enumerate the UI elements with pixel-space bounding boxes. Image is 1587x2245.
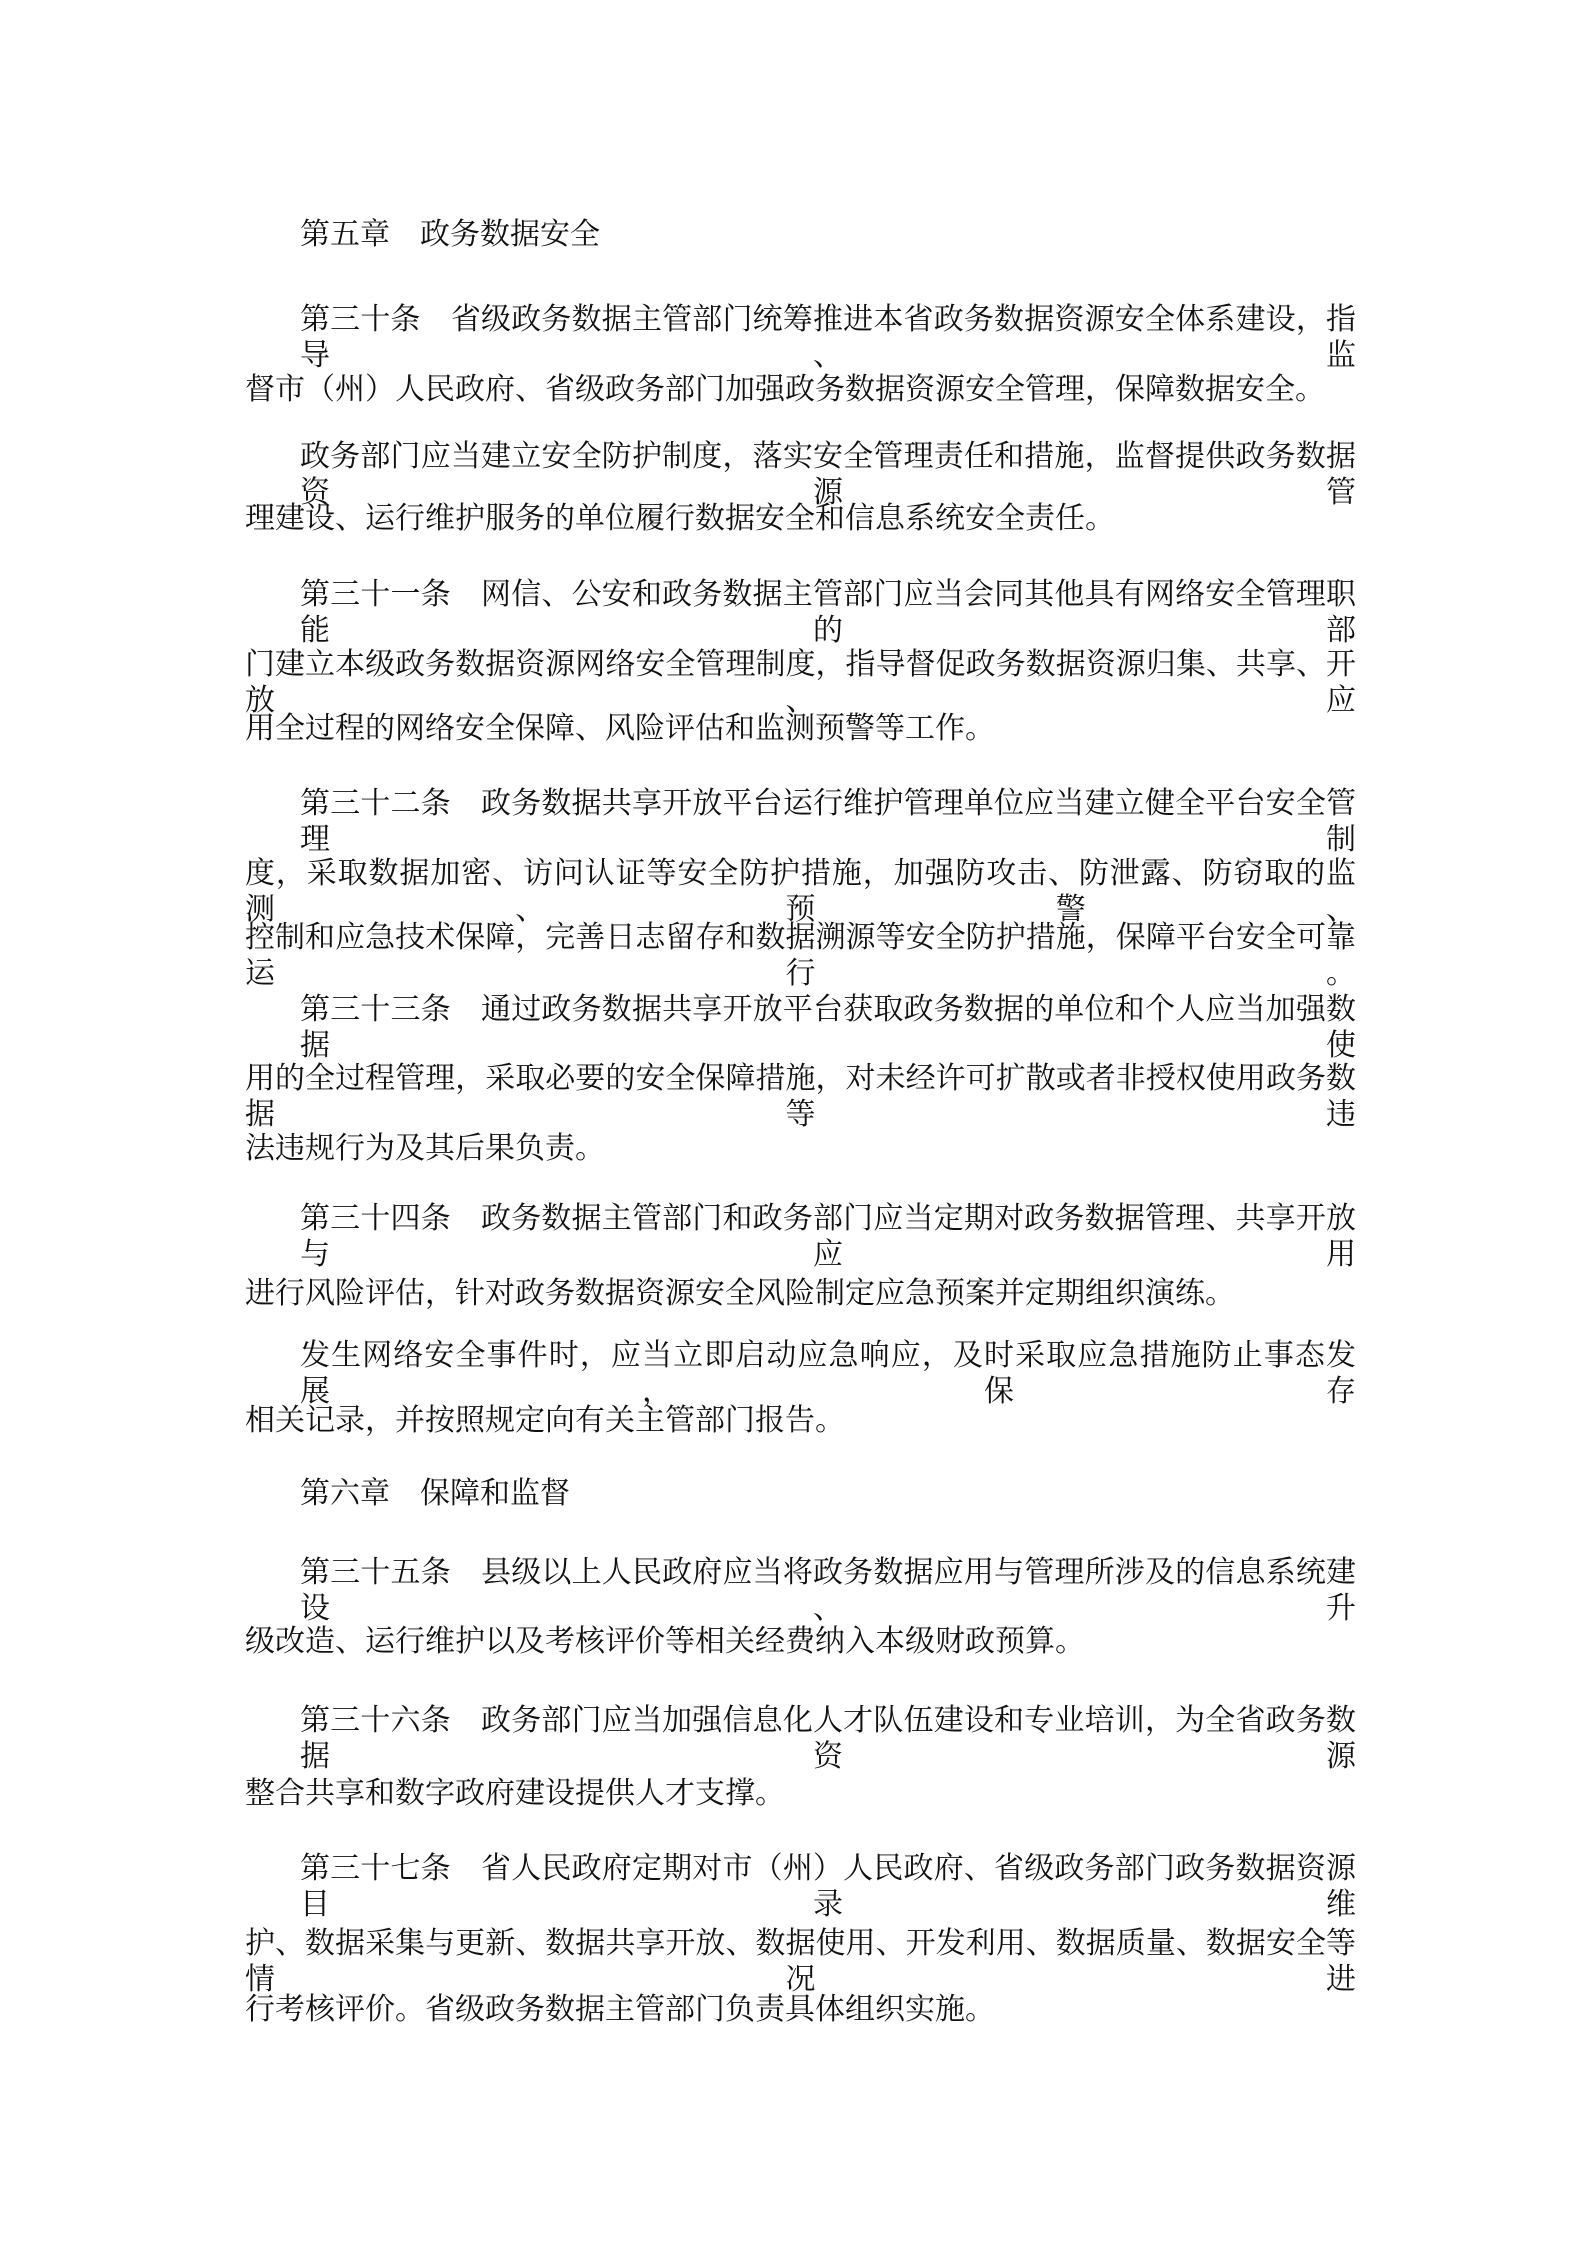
- text-line: 进行风险评估，针对政务数据资源安全风险制定应急预案并定期组织演练。: [245, 1276, 1235, 1311]
- text-line: 督市（州）人民政府、省级政务部门加强政务数据资源安全管理，保障数据安全。: [245, 372, 1325, 407]
- text-line: 控制和应急技术保障，完善日志留存和数据溯源等安全防护措施，保障平台安全可靠运行。: [245, 920, 1356, 991]
- text-line: 政务部门应当建立安全防护制度，落实安全管理责任和措施，监督提供政务数据资源管: [300, 439, 1356, 510]
- text-line: 法违规行为及其后果负责。: [245, 1131, 605, 1166]
- text-line: 门建立本级政务数据资源网络安全管理制度，指导督促政务数据资源归集、共享、开放、应: [245, 647, 1356, 718]
- text-line: 行考核评价。省级政务数据主管部门负责具体组织实施。: [245, 1992, 995, 2027]
- text-line: 第三十五条 县级以上人民政府应当将政务数据应用与管理所涉及的信息系统建设、升: [300, 1555, 1356, 1626]
- text-line: 用全过程的网络安全保障、风险评估和监测预警等工作。: [245, 711, 995, 746]
- text-line: 第三十二条 政务数据共享开放平台运行维护管理单位应当建立健全平台安全管理制: [300, 786, 1356, 857]
- text-line: 级改造、运行维护以及考核评价等相关经费纳入本级财政预算。: [245, 1624, 1085, 1659]
- text-line: 度，采取数据加密、访问认证等安全防护措施，加强防攻击、防泄露、防窃取的监测、预警、: [245, 856, 1356, 927]
- text-line: 第三十六条 政务部门应当加强信息化人才队伍建设和专业培训，为全省政务数据资源: [300, 1703, 1356, 1774]
- text-line: 护、数据采集与更新、数据共享开放、数据使用、开发利用、数据质量、数据安全等情况进: [245, 1926, 1356, 1997]
- text-line: 整合共享和数字政府建设提供人才支撑。: [245, 1776, 785, 1811]
- text-line: 第三十三条 通过政务数据共享开放平台获取政务数据的单位和个人应当加强数据使: [300, 992, 1356, 1063]
- text-line: 第三十一条 网信、公安和政务数据主管部门应当会同其他具有网络安全管理职能的部: [300, 577, 1356, 648]
- text-line: 第三十四条 政务数据主管部门和政务部门应当定期对政务数据管理、共享开放与应用: [300, 1201, 1356, 1272]
- text-line: 第三十七条 省人民政府定期对市（州）人民政府、省级政务部门政务数据资源目录维: [300, 1851, 1356, 1922]
- chapter-heading: 第六章 保障和监督: [300, 1476, 570, 1511]
- text-line: 相关记录，并按照规定向有关主管部门报告。: [245, 1403, 845, 1438]
- text-line: 发生网络安全事件时，应当立即启动应急响应，及时采取应急措施防止事态发展，保存: [300, 1338, 1356, 1409]
- text-line: 用的全过程管理，采取必要的安全保障措施，对未经许可扩散或者非授权使用政务数据等违: [245, 1061, 1356, 1132]
- text-line: 理建设、运行维护服务的单位履行数据安全和信息系统安全责任。: [245, 501, 1115, 536]
- text-line: 第三十条 省级政务数据主管部门统筹推进本省政务数据资源安全体系建设，指导、监: [300, 302, 1356, 373]
- chapter-heading: 第五章 政务数据安全: [300, 217, 600, 252]
